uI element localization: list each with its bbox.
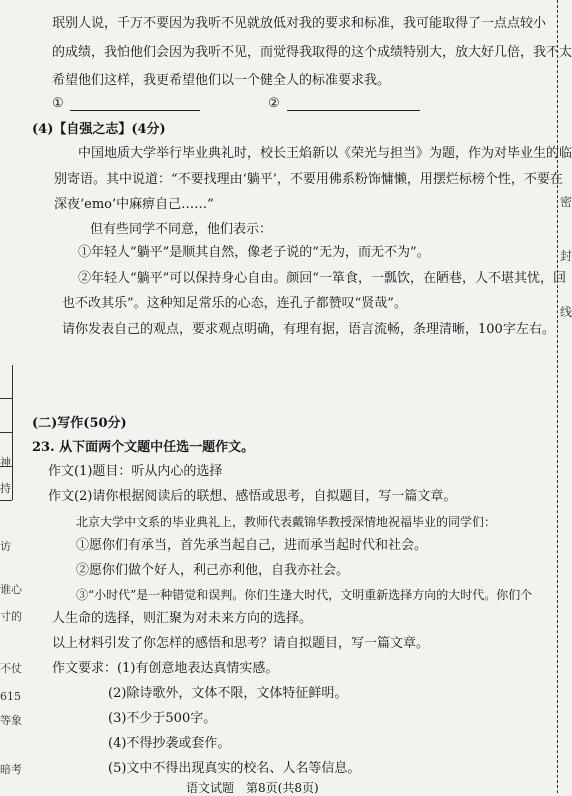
material-line: ③“小时代”是一种错觉和误判。你们生逢大时代，文明重新选择方向的大时代。你们个 bbox=[76, 588, 533, 602]
answer-blank-2[interactable] bbox=[287, 110, 420, 111]
question-heading: (4)【自强之志】(4分) bbox=[32, 122, 166, 137]
margin-fragment: 谁心 bbox=[0, 583, 22, 596]
blank-marker-2: ② bbox=[268, 96, 280, 111]
question-23: 23. 从下面两个文题中任选一题作文。 bbox=[32, 440, 255, 455]
margin-fragment: 访 bbox=[0, 540, 11, 553]
text-line: 珉别人说，千万不要因为我听不见就放低对我的要求和标准，我可能取得了一点点较小 bbox=[52, 16, 547, 31]
margin-fragment: 神 bbox=[0, 456, 11, 469]
margin-fragment: 615 bbox=[0, 690, 21, 703]
text-line: ②年轻人“躺平”可以保持身心自由。颜回“一箪食，一瓢饮，在陋巷，人不堪其忧，回 bbox=[78, 271, 566, 286]
requirement-item: (3)不少于500字。 bbox=[108, 711, 217, 726]
essay-topic-1: 作文(1)题目：听从内心的选择 bbox=[48, 464, 223, 479]
text-line: 中国地质大学举行毕业典礼时，校长王焰新以《荣光与担当》为题，作为对毕业生的临 bbox=[78, 146, 572, 161]
text-line: 请你发表自己的观点，要求观点明确，有理有据，语言流畅，条理清晰，100字左右。 bbox=[62, 322, 555, 337]
text-line: 也不改其乐”。这种知足常乐的心态，连孔子都赞叹“贤哉”。 bbox=[62, 296, 407, 311]
margin-fragment: 寸的 bbox=[0, 610, 22, 623]
blank-marker-1: ① bbox=[52, 96, 64, 111]
text-line: 但有些同学不同意，他们表示： bbox=[90, 222, 273, 237]
material-line: ①愿你们有承当，首先承当起自己，进而承当起时代和社会。 bbox=[76, 538, 428, 553]
page-footer: 语文试题 第8页(共8页) bbox=[186, 781, 319, 795]
seal-line bbox=[557, 0, 558, 793]
text-line: 的成绩，我怕他们会因为我听不见，而觉得我取得的这个成绩特别大，放大好几倍，我不太 bbox=[52, 45, 572, 60]
requirement-item: (2)除诗歌外，文体不限，文体特征鲜明。 bbox=[108, 686, 348, 701]
seal-mark: 密 bbox=[560, 195, 572, 209]
material-line: 人生命的选择，则汇聚为对未来方向的选择。 bbox=[52, 611, 313, 626]
margin-fragment: 暗考 bbox=[0, 763, 22, 776]
margin-fragment: 等象 bbox=[0, 714, 22, 727]
requirements-title: 作文要求：(1)有创意地表达真情实感。 bbox=[52, 661, 279, 676]
text-line: 别寄语。其中说道：“不要找理由‘躺平’，不要用佛系粉饰慵懒，用摆烂标榜个性，不要在 bbox=[54, 172, 563, 187]
text-line: 希望他们这样，我更希望他们以一个健全人的标准要求我。 bbox=[52, 73, 391, 88]
seal-mark: 线 bbox=[560, 305, 572, 319]
answer-blank-1[interactable] bbox=[70, 110, 200, 111]
material-line: ②愿你们做个好人，利己亦利他，自我亦社会。 bbox=[76, 563, 350, 578]
requirement-item: (4)不得抄袭或套作。 bbox=[108, 736, 231, 751]
essay-prompt: 以上材料引发了你怎样的感悟和思考？请自拟题目，写一篇文章。 bbox=[52, 636, 430, 651]
score-box-column bbox=[0, 365, 13, 500]
material-line: 北京大学中文系的毕业典礼上，教师代表戴锦华教授深情地祝福毕业的同学们： bbox=[76, 515, 497, 529]
margin-fragment: 不仗 bbox=[0, 662, 22, 675]
essay-topic-2: 作文(2)请你根据阅读后的联想、感悟或思考，自拟题目，写一篇文章。 bbox=[48, 489, 457, 504]
margin-fragment: 持 bbox=[0, 482, 11, 495]
text-line: 深夜‘emo’中麻痹自己……” bbox=[54, 197, 214, 212]
seal-mark: 封 bbox=[560, 249, 572, 263]
section-heading: (二)写作(50分) bbox=[32, 416, 127, 431]
requirement-item: (5)文中不得出现真实的校名、人名等信息。 bbox=[108, 761, 361, 776]
text-line: ①年轻人“躺平”是顺其自然，像老子说的“无为，而无不为”。 bbox=[78, 245, 430, 260]
